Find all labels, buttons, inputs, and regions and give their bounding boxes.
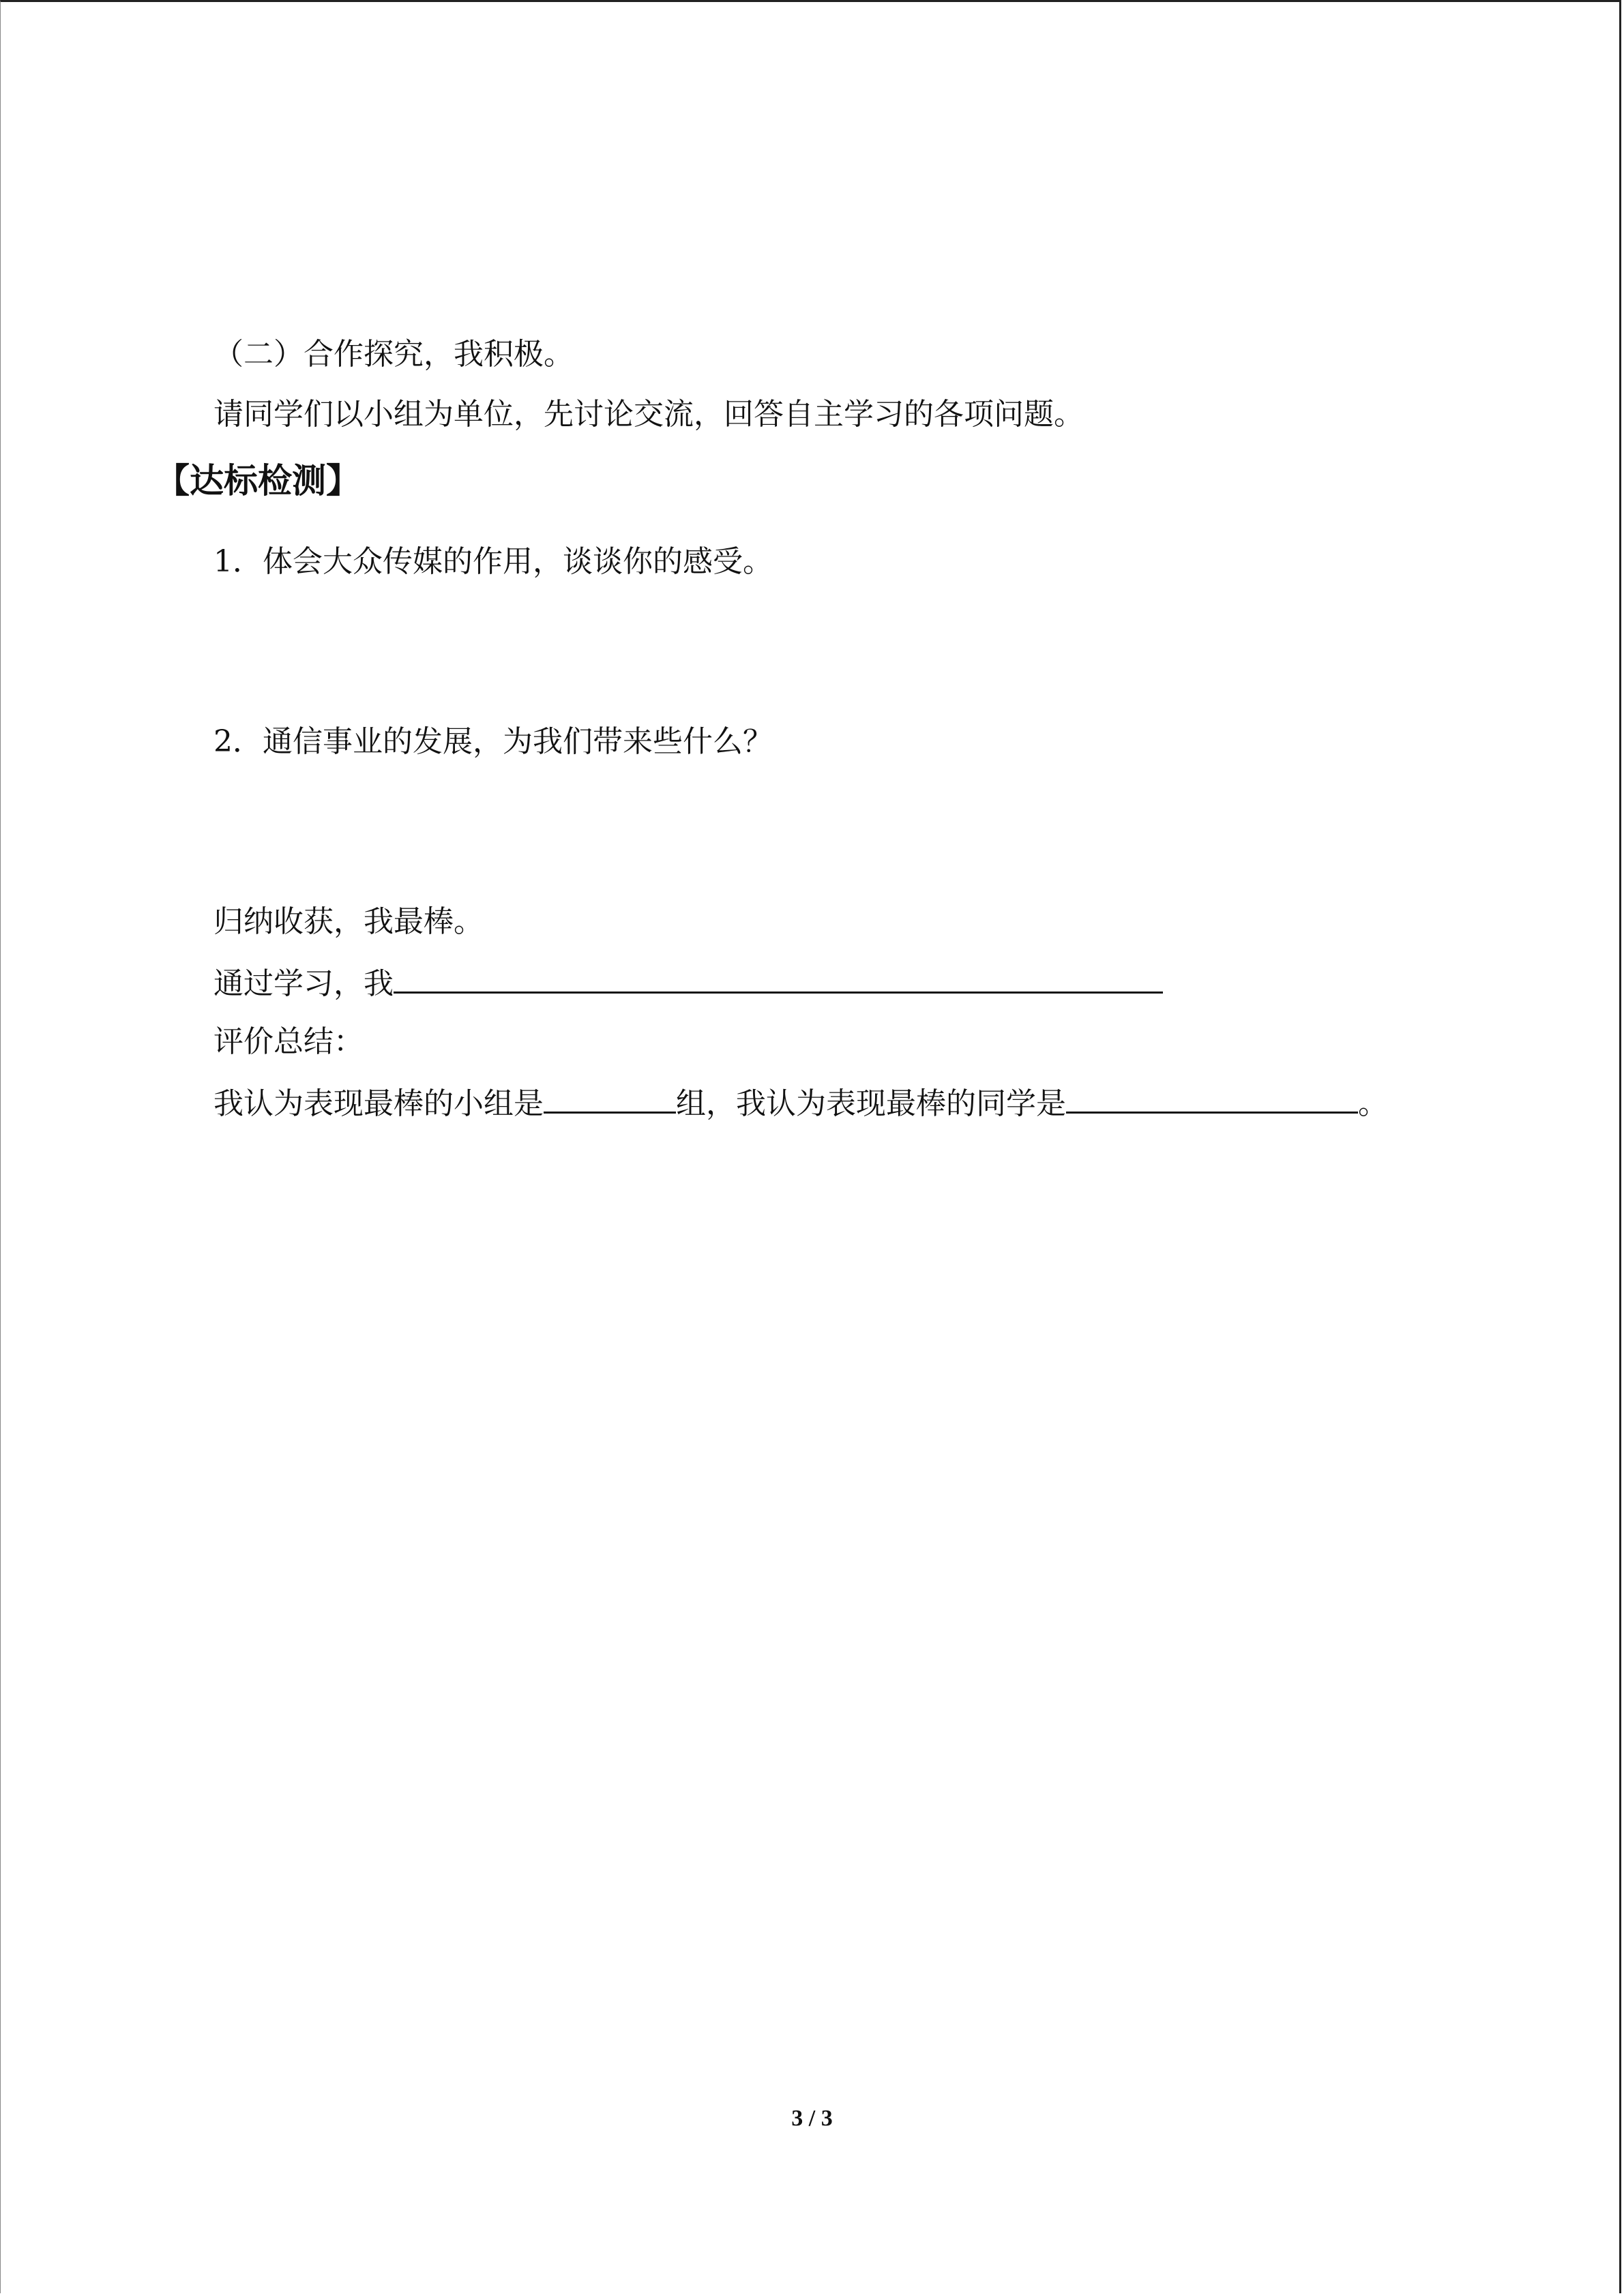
best-group-mid: 组，我认为表现最棒的同学是 <box>676 1086 1066 1121</box>
best-group-blank[interactable] <box>544 1082 676 1114</box>
assessment-heading: 【达标检测】 <box>156 461 360 501</box>
best-group-prefix: 我认为表现最棒的小组是 <box>213 1086 544 1121</box>
best-group-line <box>213 1082 1388 1124</box>
evaluation-title: 评价总结： <box>213 1024 364 1059</box>
summary-title: 归纳收获，我最棒。 <box>213 904 484 939</box>
section-two-title: （二）合作探究，我积极。 <box>213 337 574 372</box>
learned-prefix: 通过学习，我 <box>213 966 394 1001</box>
best-group-end: 。 <box>1358 1086 1388 1121</box>
question-2: 2．通信事业的发展，为我们带来些什么？ <box>213 724 773 759</box>
question-1: 1．体会大众传媒的作用，谈谈你的感受。 <box>213 544 773 579</box>
page-number: 3 / 3 <box>791 2106 833 2131</box>
learned-line <box>213 961 1163 1004</box>
best-student-blank[interactable] <box>1066 1082 1358 1114</box>
section-two-instruction: 请同学们以小组为单位，先讨论交流，回答自主学习的各项问题。 <box>213 397 1084 432</box>
learned-blank[interactable] <box>394 961 1163 994</box>
